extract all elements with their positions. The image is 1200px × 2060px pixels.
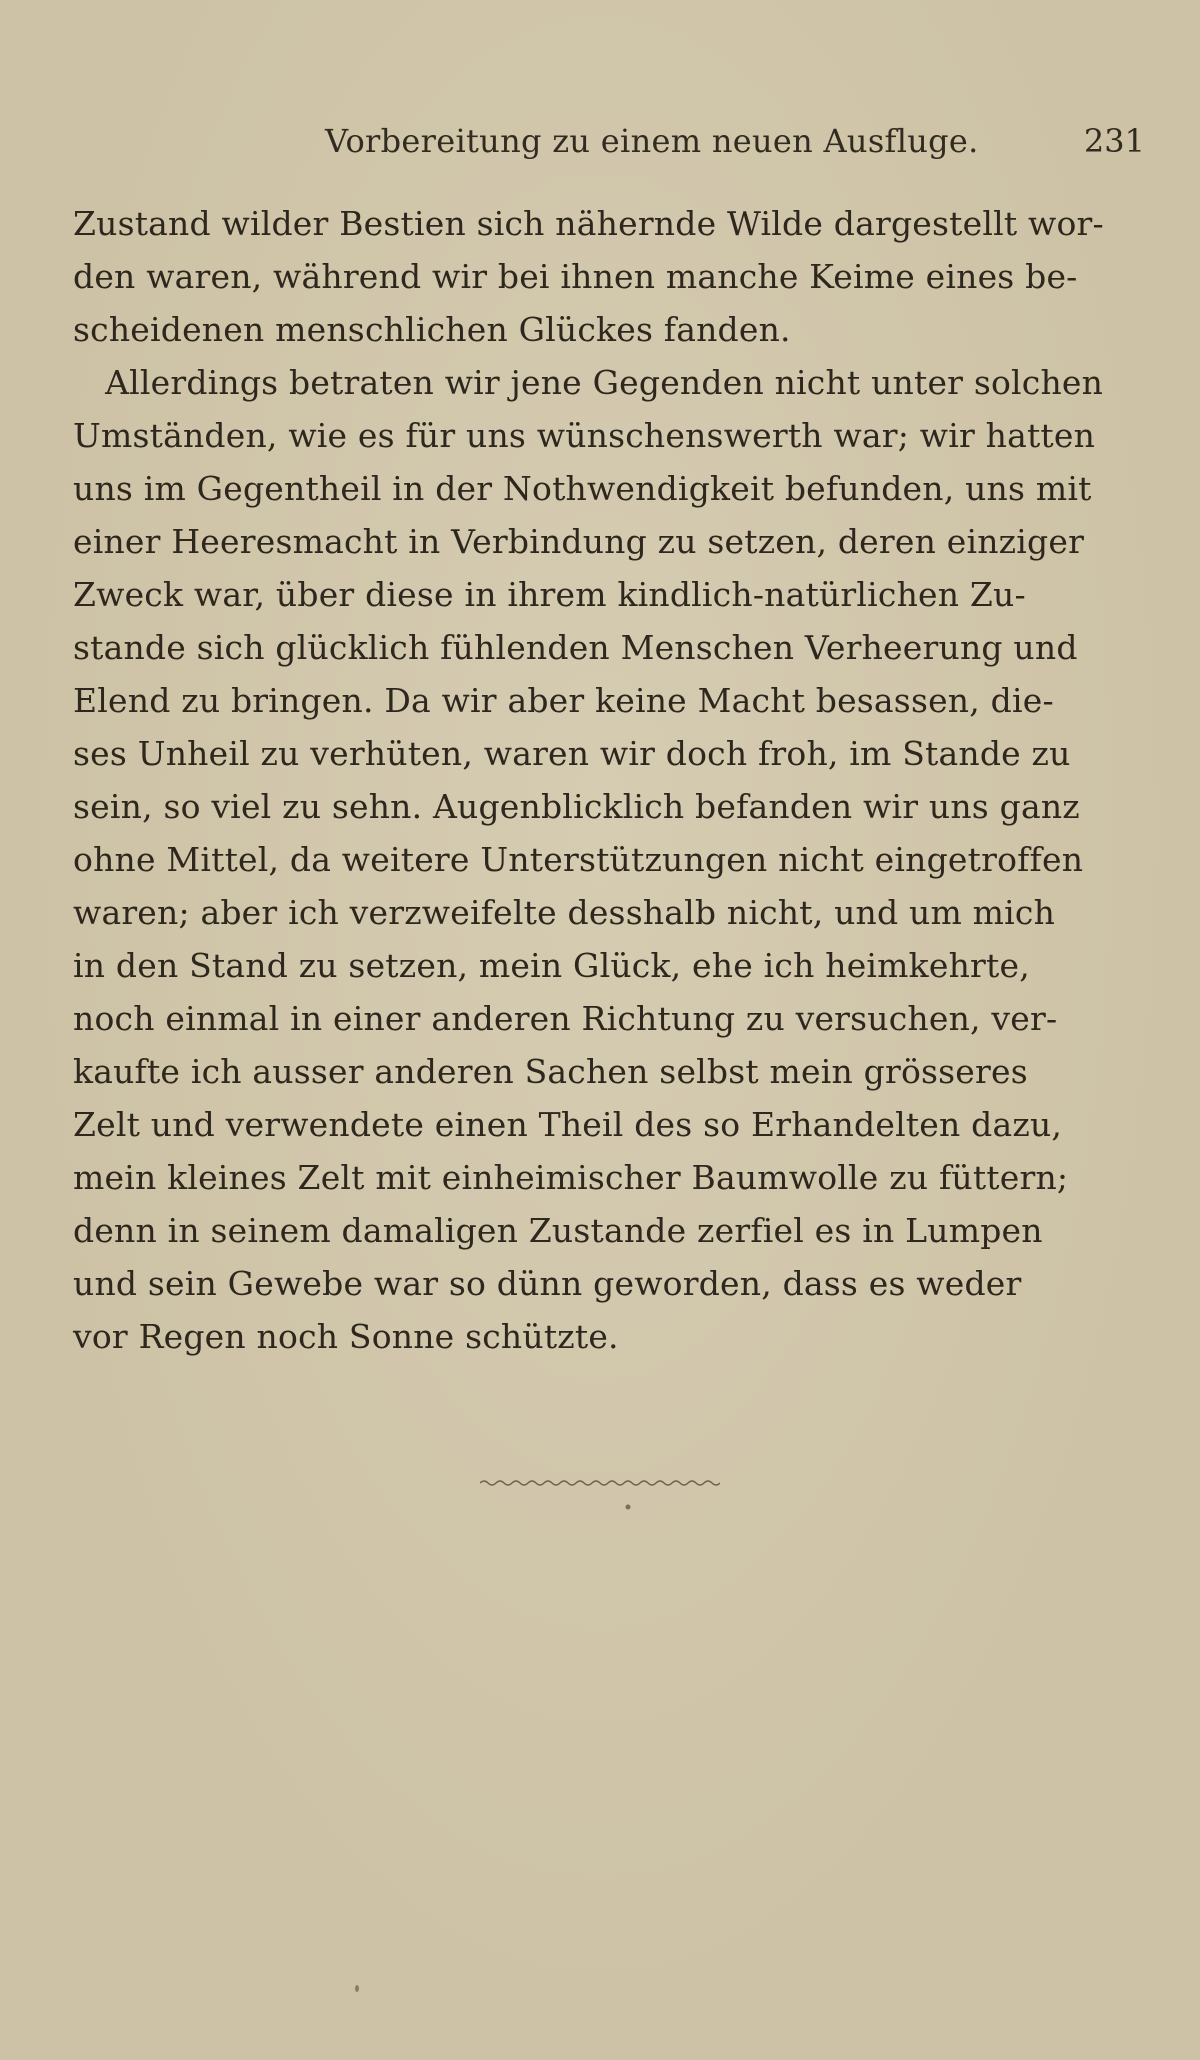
text-line: waren; aber ich verzweifelte desshalb nicht, und um mich <box>73 893 1056 932</box>
text-line: Zustand wilder Bestien sich nähernde Wilde dargestellt wor- <box>73 204 1104 243</box>
paper-speck <box>355 1985 359 1992</box>
text-line: Umständen, wie es für uns wünschenswerth war; wir hatten <box>73 416 1096 455</box>
page-number: 231 <box>1083 122 1145 160</box>
running-head <box>60 122 1145 172</box>
text-line: und sein Gewebe war so dünn geworden, dass es weder <box>73 1264 1022 1303</box>
wavy-rule-ornament <box>480 1475 720 1515</box>
text-line: denn in seinem damaligen Zustande zerfiel es in Lumpen <box>73 1211 1043 1250</box>
text-line: einer Heeresmacht in Verbindung zu setzen, deren einziger <box>73 522 1085 561</box>
text-line: mein kleines Zelt mit einheimischer Baumwolle zu füttern; <box>73 1158 1069 1197</box>
text-line: Allerdings betraten wir jene Gegenden nicht unter solchen <box>73 363 1104 402</box>
text-line: scheidenen menschlichen Glückes fanden. <box>73 310 791 349</box>
text-line: sein, so viel zu sehn. Augenblicklich befanden wir uns ganz <box>73 787 1080 826</box>
text-line: ses Unheil zu verhüten, waren wir doch froh, im Stande zu <box>73 734 1071 773</box>
text-line: kaufte ich ausser anderen Sachen selbst mein grösseres <box>73 1052 1028 1091</box>
text-line: den waren, während wir bei ihnen manche Keime eines be- <box>73 257 1078 296</box>
text-line: vor Regen noch Sonne schützte. <box>73 1317 619 1356</box>
text-line: Zelt und verwendete einen Theil des so Erhandelten dazu, <box>73 1105 1063 1144</box>
text-line: ohne Mittel, da weitere Unterstützungen nicht eingetroffen <box>73 840 1084 879</box>
text-line: Zweck war, über diese in ihrem kindlich-natürlichen Zu- <box>73 575 1026 614</box>
text-line: in den Stand zu setzen, mein Glück, ehe ich heimkehrte, <box>73 946 1030 985</box>
text-line: uns im Gegentheil in der Nothwendigkeit befunden, uns mit <box>73 469 1092 508</box>
text-line: Elend zu bringen. Da wir aber keine Macht besassen, die- <box>73 681 1054 720</box>
text-line: noch einmal in einer anderen Richtung zu versuchen, ver- <box>73 999 1058 1038</box>
body-text <box>73 197 1141 1363</box>
running-title: Vorbereitung zu einem neuen Ausfluge. <box>325 122 979 160</box>
text-line: stande sich glücklich fühlenden Menschen Verheerung und <box>73 628 1078 667</box>
